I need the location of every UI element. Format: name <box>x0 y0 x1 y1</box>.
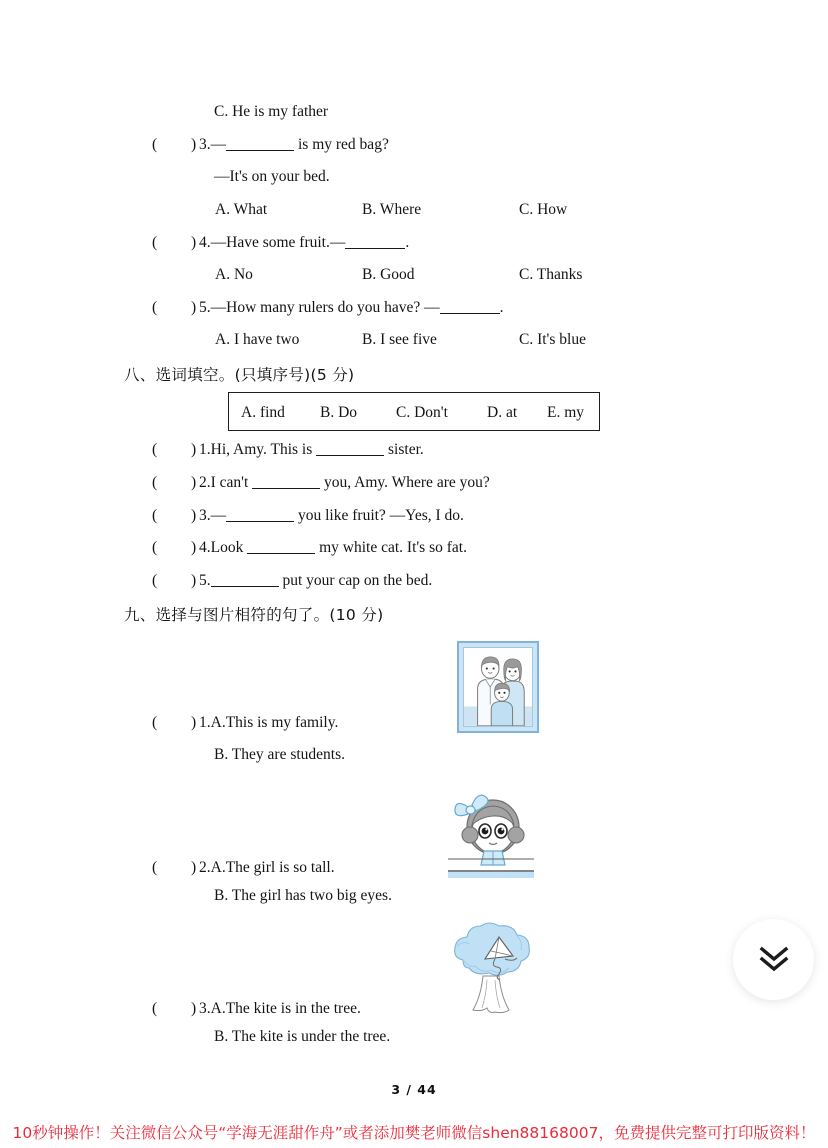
word-bank-option-c[interactable]: C. Don't <box>396 404 448 421</box>
s9-question-1-option-a[interactable] <box>199 714 338 732</box>
fill-blank[interactable] <box>440 313 500 314</box>
bracket-open: ( <box>152 714 158 731</box>
question-3-stem <box>199 136 389 154</box>
s8-question-1 <box>199 441 424 459</box>
stem-before: — <box>210 507 227 524</box>
stem-before: Look <box>210 539 248 556</box>
q4-option-a[interactable]: A. No <box>215 266 253 283</box>
stem-before: — <box>210 136 227 153</box>
q3-option-b[interactable]: B. Where <box>362 201 422 218</box>
s8-question-5 <box>199 572 432 590</box>
question-4-stem <box>199 234 409 252</box>
family-photo-svg <box>464 648 532 726</box>
fill-blank[interactable] <box>316 455 384 456</box>
fill-blank[interactable] <box>345 248 405 249</box>
stem-after: . <box>405 234 410 251</box>
question-number: 4. <box>199 234 211 251</box>
word-bank-option-a[interactable]: A. find <box>241 404 285 421</box>
word-bank-option-b[interactable]: B. Do <box>320 404 358 421</box>
question-number: 1. <box>199 714 211 731</box>
q4-option-c[interactable]: C. Thanks <box>519 266 583 283</box>
question-3-answer-line: —It's on your bed. <box>214 168 330 185</box>
s8-question-4 <box>199 539 467 557</box>
answer-bracket-s8-q3[interactable] <box>152 507 196 525</box>
s9-question-3-option-a[interactable] <box>199 1000 361 1018</box>
q2-option-c: C. He is my father <box>214 103 329 120</box>
bracket-close: ) <box>191 474 197 491</box>
bracket-close: ) <box>191 572 197 589</box>
answer-bracket-q3[interactable] <box>152 136 196 154</box>
scroll-down-button[interactable] <box>733 919 814 1000</box>
kite-in-tree-svg <box>443 918 539 1018</box>
q3-option-a[interactable]: A. What <box>215 201 268 218</box>
bracket-close: ) <box>191 234 197 251</box>
question-number: 4. <box>199 539 211 556</box>
question-number: 5. <box>199 299 211 316</box>
answer-bracket-s9-q1[interactable] <box>152 714 196 732</box>
q3-option-c[interactable]: C. How <box>519 201 568 218</box>
family-photo-illustration <box>457 641 539 733</box>
answer-bracket-s9-q2[interactable] <box>152 859 196 877</box>
fill-blank[interactable] <box>211 586 279 587</box>
word-bank-option-e[interactable]: E. my <box>547 404 585 421</box>
s8-question-2 <box>199 474 490 492</box>
q4-option-b[interactable]: B. Good <box>362 266 415 283</box>
word-bank-box <box>228 392 600 431</box>
stem-after: sister. <box>384 441 424 458</box>
question-number: 3. <box>199 507 211 524</box>
bracket-open: ( <box>152 572 158 589</box>
s8-question-3 <box>199 507 464 525</box>
question-5-stem <box>199 299 504 317</box>
q5-option-c[interactable]: C. It's blue <box>519 331 586 348</box>
bracket-close: ) <box>191 299 197 316</box>
q5-option-b[interactable]: B. I see five <box>362 331 437 348</box>
section-nine-heading: 九、选择与图片相符的句了。(10 分) <box>124 606 384 624</box>
stem-after: put your cap on the bed. <box>278 572 433 589</box>
bracket-close: ) <box>191 507 197 524</box>
stem-after: my white cat. It's so fat. <box>315 539 467 556</box>
answer-bracket-s9-q3[interactable] <box>152 1000 196 1018</box>
bracket-open: ( <box>152 474 158 491</box>
double-chevron-down-icon <box>757 945 791 975</box>
fill-blank[interactable] <box>252 488 320 489</box>
fill-blank[interactable] <box>226 150 294 151</box>
answer-bracket-s8-q4[interactable] <box>152 539 196 557</box>
stem-after: you, Amy. Where are you? <box>320 474 490 491</box>
answer-bracket-q4[interactable] <box>152 234 196 252</box>
promo-banner: 10秒钟操作！关注微信公众号“学海无涯甜作舟”或者添加樊老师微信shen88168007，免费提供完整可打印版资料！ <box>12 1124 816 1142</box>
q5-option-a[interactable]: A. I have two <box>215 331 300 348</box>
s9-question-2-option-a[interactable] <box>199 859 335 877</box>
stem-after: is my red bag? <box>294 136 389 153</box>
option-a-text: A.The girl is so tall. <box>210 859 335 876</box>
s9-question-1-option-b[interactable]: B. They are students. <box>214 746 346 763</box>
option-a-text: A.The kite is in the tree. <box>210 1000 361 1017</box>
bracket-close: ) <box>191 714 197 731</box>
question-number: 3. <box>199 136 211 153</box>
bracket-open: ( <box>152 539 158 556</box>
stem-before: —How many rulers do you have? — <box>210 299 440 316</box>
girl-with-bow-svg <box>448 783 534 878</box>
word-bank-option-d[interactable]: D. at <box>487 404 518 421</box>
answer-bracket-s8-q2[interactable] <box>152 474 196 492</box>
fill-blank[interactable] <box>247 553 315 554</box>
bracket-close: ) <box>191 539 197 556</box>
stem-after: . <box>499 299 504 316</box>
girl-with-bow-illustration <box>448 783 534 878</box>
question-number: 2. <box>199 859 211 876</box>
stem-before: I can't <box>210 474 253 491</box>
bracket-close: ) <box>191 136 197 153</box>
bracket-close: ) <box>191 859 197 876</box>
bracket-close: ) <box>191 441 197 458</box>
stem-after: you like fruit? —Yes, I do. <box>294 507 464 524</box>
bracket-open: ( <box>152 234 158 251</box>
question-number: 2. <box>199 474 211 491</box>
answer-bracket-s8-q5[interactable] <box>152 572 196 590</box>
s9-question-3-option-b[interactable]: B. The kite is under the tree. <box>214 1028 391 1045</box>
bracket-close: ) <box>191 1000 197 1017</box>
option-a-text: A.This is my family. <box>210 714 339 731</box>
bracket-open: ( <box>152 859 158 876</box>
bracket-open: ( <box>152 507 158 524</box>
question-number: 1. <box>199 441 211 458</box>
section-eight-heading: 八、选词填空。(只填序号)(5 分) <box>124 366 355 384</box>
bracket-open: ( <box>152 136 158 153</box>
question-number: 5. <box>199 572 211 589</box>
bracket-open: ( <box>152 441 158 458</box>
question-number: 3. <box>199 1000 211 1017</box>
stem-before: Hi, Amy. This is <box>210 441 317 458</box>
bracket-open: ( <box>152 1000 158 1017</box>
s9-question-2-option-b[interactable]: B. The girl has two big eyes. <box>214 887 392 904</box>
answer-bracket-q5[interactable] <box>152 299 196 317</box>
fill-blank[interactable] <box>226 521 294 522</box>
kite-in-tree-illustration <box>443 918 539 1018</box>
answer-bracket-s8-q1[interactable] <box>152 441 196 459</box>
stem-before: —Have some fruit.— <box>210 234 346 251</box>
bracket-open: ( <box>152 299 158 316</box>
page-number: 3 / 44 <box>391 1082 437 1097</box>
